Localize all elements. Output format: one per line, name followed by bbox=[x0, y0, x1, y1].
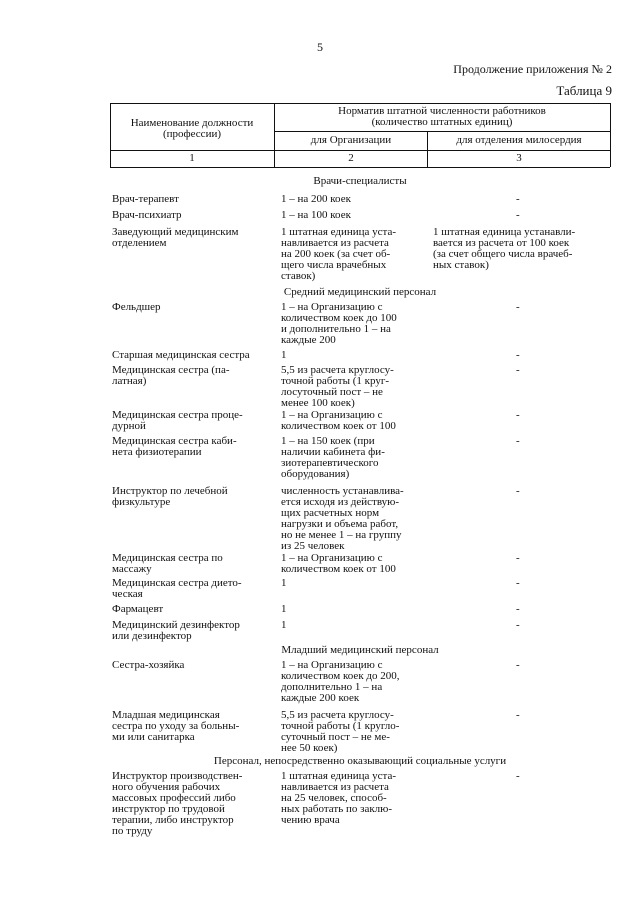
row-norm-organization: 1 – на 100 коек bbox=[281, 209, 351, 221]
section-title-doctors: Врачи-специалисты bbox=[313, 175, 407, 187]
row-norm-ward: - bbox=[516, 435, 520, 447]
row-norm-ward: - bbox=[516, 552, 520, 564]
section-title-mid-staff: Средний медицинский персонал bbox=[283, 286, 437, 298]
row-norm-organization: 1 – на 200 коек bbox=[281, 193, 351, 205]
row-norm-organization: 1 штатная единица уста- навливается из расчета на 25 человек, способ- ных работать по заклю- чению врача bbox=[281, 770, 397, 826]
header-col-number-3: 3 bbox=[516, 152, 522, 164]
header-top-rule bbox=[110, 103, 610, 104]
header-col-divider-2 bbox=[427, 131, 428, 167]
row-norm-organization: численность устанавлива- ется исходя из действую- щих расчетных норм нагрузки и объема работ, но не менее 1 – на группу из 25 человек bbox=[281, 485, 404, 552]
header-left-rule bbox=[110, 103, 111, 167]
row-norm-ward: - bbox=[516, 577, 520, 589]
row-position: Медицинская сестра дието- ческая bbox=[112, 577, 242, 600]
row-norm-ward: - bbox=[516, 659, 520, 671]
row-norm-organization: 5,5 из расчета круглосу- точной работы (1 кругло- суточный пост – не ме- нее 50 коек) bbox=[281, 709, 400, 754]
row-norm-ward: - bbox=[516, 770, 520, 782]
header-norm: Норматив штатной численности работников (количество штатных единиц) bbox=[338, 105, 546, 128]
row-position: Медицинская сестра (па- латная) bbox=[112, 364, 230, 387]
row-norm-ward: - bbox=[516, 603, 520, 615]
header-mid-rule bbox=[274, 131, 610, 132]
row-norm-ward: - bbox=[516, 709, 520, 721]
page-number: 5 bbox=[317, 40, 323, 54]
section-title-social-staff: Персонал, непосредственно оказывающий социальные услуги bbox=[213, 755, 507, 767]
row-position: Медицинский дезинфектор или дезинфектор bbox=[112, 619, 240, 642]
row-position: Врач-психиатр bbox=[112, 209, 182, 221]
row-position: Сестра-хозяйка bbox=[112, 659, 185, 671]
row-norm-organization: 1 bbox=[281, 349, 287, 361]
row-norm-organization: 1 штатная единица уста- навливается из расчета на 200 коек (за счет об- щего числа врачебных ставок) bbox=[281, 226, 397, 282]
row-position: Инструктор производствен- ного обучения рабочих массовых профессий либо инструктор по трудовой терапии, либо инструктор по труду bbox=[112, 770, 243, 837]
row-norm-organization: 1 bbox=[281, 619, 287, 631]
row-position: Заведующий медицинским отделением bbox=[112, 226, 239, 249]
row-norm-ward: - bbox=[516, 619, 520, 631]
row-position: Старшая медицинская сестра bbox=[112, 349, 250, 361]
header-for-ward: для отделения милосердия bbox=[456, 134, 582, 146]
row-norm-ward: - bbox=[516, 349, 520, 361]
row-position: Фельдшер bbox=[112, 301, 161, 313]
table-label: Таблица 9 bbox=[556, 83, 612, 98]
header-bottom-rule bbox=[110, 167, 610, 168]
row-norm-ward: - bbox=[516, 409, 520, 421]
row-norm-ward: - bbox=[516, 364, 520, 376]
header-sub-rule bbox=[110, 150, 610, 151]
row-position: Младшая медицинская сестра по уходу за больны- ми или санитарка bbox=[112, 709, 240, 743]
header-col-number-2: 2 bbox=[348, 152, 354, 164]
appendix-note: Продолжение приложения № 2 bbox=[453, 62, 612, 76]
row-norm-ward: - bbox=[516, 485, 520, 497]
row-norm-ward: - bbox=[516, 193, 520, 205]
row-norm-organization: 1 – на Организацию с количеством коек до 200, дополнительно 1 – на каждые 200 коек bbox=[281, 659, 400, 704]
header-col-number-1: 1 bbox=[189, 152, 195, 164]
row-norm-ward: 1 штатная единица устанавли- вается из расчета от 100 коек (за счет общего числа врачеб- ных ставок) bbox=[433, 226, 576, 271]
row-norm-organization: 1 – на 150 коек (при наличии кабинета фи- зиотерапевтического оборудования) bbox=[281, 435, 385, 480]
row-position: Медицинская сестра проце- дурной bbox=[112, 409, 243, 432]
row-position: Врач-терапевт bbox=[112, 193, 179, 205]
row-position: Инструктор по лечебной физкультуре bbox=[112, 485, 228, 508]
row-position: Медицинская сестра каби- нета физиотерапии bbox=[112, 435, 237, 458]
row-norm-organization: 5,5 из расчета круглосу- точной работы (1 круг- лосуточный пост – не менее 100 коек) bbox=[281, 364, 394, 409]
row-norm-organization: 1 – на Организацию с количеством коек от 100 bbox=[281, 552, 396, 575]
header-position-name: Наименование должности (профессии) bbox=[130, 117, 254, 140]
section-title-junior-staff: Младший медицинский персонал bbox=[281, 644, 439, 656]
row-norm-ward: - bbox=[516, 209, 520, 221]
row-norm-organization: 1 – на Организацию с количеством коек от 100 bbox=[281, 409, 396, 432]
row-norm-organization: 1 bbox=[281, 577, 287, 589]
row-position: Медицинская сестра по массажу bbox=[112, 552, 223, 575]
row-position: Фармацевт bbox=[112, 603, 164, 615]
row-norm-organization: 1 – на Организацию с количеством коек до 100 и дополнительно 1 – на каждые 200 bbox=[281, 301, 397, 346]
row-norm-ward: - bbox=[516, 301, 520, 313]
header-for-organization: для Организации bbox=[310, 134, 392, 146]
header-col-divider-1 bbox=[274, 103, 275, 167]
row-norm-organization: 1 bbox=[281, 603, 287, 615]
header-right-rule bbox=[610, 103, 611, 167]
